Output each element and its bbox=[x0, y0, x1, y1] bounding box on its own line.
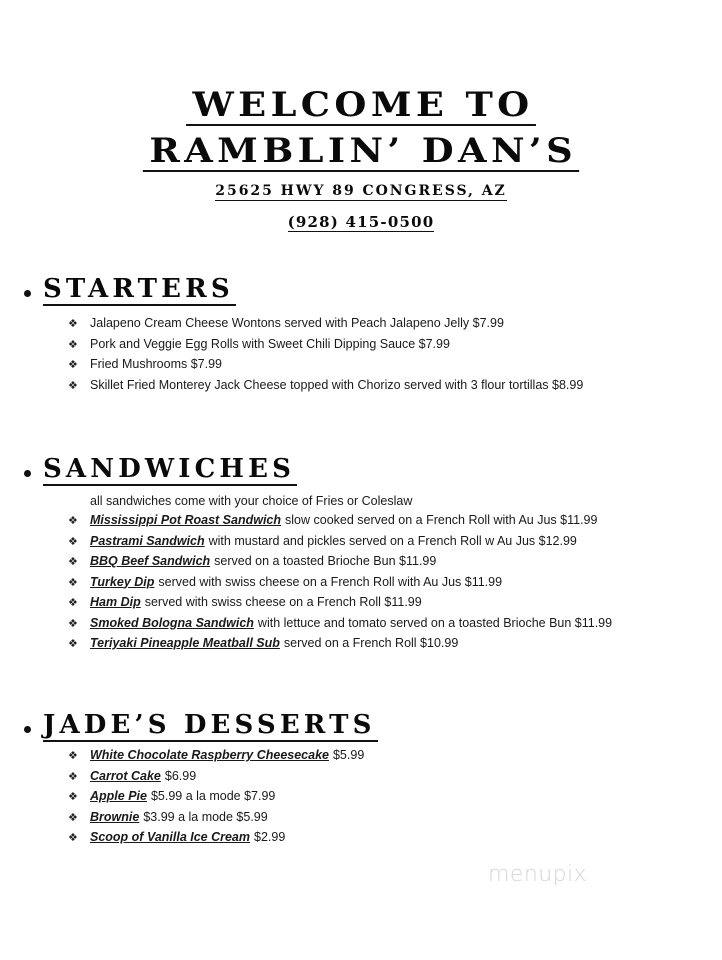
item-name: Turkey Dip bbox=[90, 574, 155, 589]
item-description: Pork and Veggie Egg Rolls with Sweet Chili Dipping Sauce $7.99 bbox=[90, 336, 450, 351]
menupix-watermark: menupix bbox=[488, 862, 588, 887]
item-price: $6.99 bbox=[164, 768, 197, 783]
menu-item bbox=[68, 314, 704, 335]
item-description: with lettuce and tomato served on a toasted Brioche Bun $11.99 bbox=[257, 615, 613, 630]
diamond-bullet-icon: ❖ bbox=[68, 515, 78, 527]
diamond-bullet-icon: ❖ bbox=[68, 597, 78, 609]
sandwich-sides-note: all sandwiches come with your choice of Fries or Coleslaw bbox=[90, 494, 413, 508]
item-description: Fried Mushrooms $7.99 bbox=[90, 357, 223, 371]
item-name: White Chocolate Raspberry Cheesecake bbox=[90, 748, 329, 762]
diamond-bullet-icon: ❖ bbox=[68, 535, 78, 548]
section-sandwiches bbox=[24, 454, 704, 655]
item-name: Smoked Bologna Sandwich bbox=[90, 615, 254, 630]
menu-item bbox=[68, 808, 704, 829]
diamond-bullet-icon: ❖ bbox=[68, 617, 78, 630]
menu-item bbox=[68, 335, 704, 356]
item-price: $2.99 bbox=[254, 830, 286, 844]
item-description: served with swiss cheese on a French Roll with Au Jus $11.99 bbox=[158, 574, 503, 589]
menu-header bbox=[0, 86, 722, 232]
menu-item bbox=[68, 532, 704, 553]
diamond-bullet-icon: ❖ bbox=[68, 832, 78, 844]
title-welcome: WELCOME TO bbox=[186, 86, 536, 126]
diamond-bullet-icon: ❖ bbox=[68, 379, 78, 392]
item-description: served on a French Roll $10.99 bbox=[283, 636, 459, 650]
section-desserts bbox=[24, 710, 704, 849]
menu-item bbox=[68, 828, 704, 849]
item-description: Jalapeno Cream Cheese Wontons served with Peach Jalapeno Jelly $7.99 bbox=[90, 316, 504, 330]
menu-item bbox=[68, 355, 704, 376]
item-name: Pastrami Sandwich bbox=[90, 533, 205, 548]
section-title: SANDWICHES bbox=[43, 454, 296, 484]
item-name: Teriyaki Pineapple Meatball Sub bbox=[90, 636, 280, 650]
item-description: with mustard and pickles served on a French Roll w Au Jus $12.99 bbox=[208, 533, 577, 548]
diamond-bullet-icon: ❖ bbox=[68, 556, 78, 568]
item-description: served on a toasted Brioche Bun $11.99 bbox=[214, 554, 437, 568]
address: 25625 HWY 89 CONGRESS, AZ bbox=[215, 183, 507, 199]
item-name: Mississippi Pot Roast Sandwich bbox=[90, 513, 282, 527]
menu-item bbox=[68, 552, 704, 573]
diamond-bullet-icon: ❖ bbox=[68, 791, 78, 803]
phone-number: (928) 415-0500 bbox=[287, 213, 435, 231]
section-title: STARTERS bbox=[43, 274, 234, 304]
section-bullet-icon bbox=[24, 470, 31, 477]
diamond-bullet-icon: ❖ bbox=[68, 750, 78, 762]
diamond-bullet-icon: ❖ bbox=[68, 811, 78, 824]
item-price: $5.99 a la mode $7.99 bbox=[150, 789, 276, 803]
section-title: JADE’S DESSERTS bbox=[43, 710, 376, 740]
diamond-bullet-icon: ❖ bbox=[68, 359, 78, 371]
menu-item bbox=[68, 376, 704, 397]
item-description: served with swiss cheese on a French Roll $11.99 bbox=[144, 595, 422, 609]
item-name: Ham Dip bbox=[90, 595, 141, 609]
section-starters bbox=[24, 274, 704, 396]
menu-item bbox=[68, 573, 704, 594]
item-name: BBQ Beef Sandwich bbox=[90, 554, 211, 568]
restaurant-name: RAMBLIN’ DAN’S bbox=[143, 132, 579, 172]
diamond-bullet-icon: ❖ bbox=[68, 338, 78, 351]
menu-item bbox=[68, 746, 704, 767]
item-description: Skillet Fried Monterey Jack Cheese topped with Chorizo served with 3 flour tortillas $8.99 bbox=[90, 377, 584, 392]
diamond-bullet-icon: ❖ bbox=[68, 576, 78, 589]
menu-item bbox=[68, 787, 704, 808]
menu-item bbox=[68, 511, 704, 532]
menu-item bbox=[68, 634, 704, 655]
menu-item bbox=[68, 593, 704, 614]
item-name: Carrot Cake bbox=[90, 768, 161, 783]
item-price: $5.99 bbox=[332, 748, 365, 762]
diamond-bullet-icon: ❖ bbox=[68, 770, 78, 783]
diamond-bullet-icon: ❖ bbox=[68, 638, 78, 650]
item-name: Brownie bbox=[90, 809, 140, 824]
item-name: Scoop of Vanilla Ice Cream bbox=[90, 830, 251, 844]
menu-item bbox=[68, 614, 704, 635]
item-price: $3.99 a la mode $5.99 bbox=[143, 809, 268, 824]
menu-item bbox=[68, 767, 704, 788]
section-bullet-icon bbox=[24, 290, 31, 297]
diamond-bullet-icon: ❖ bbox=[68, 318, 78, 330]
item-description: slow cooked served on a French Roll with Au Jus $11.99 bbox=[285, 513, 598, 527]
section-bullet-icon bbox=[24, 726, 31, 733]
item-name: Apple Pie bbox=[90, 789, 147, 803]
